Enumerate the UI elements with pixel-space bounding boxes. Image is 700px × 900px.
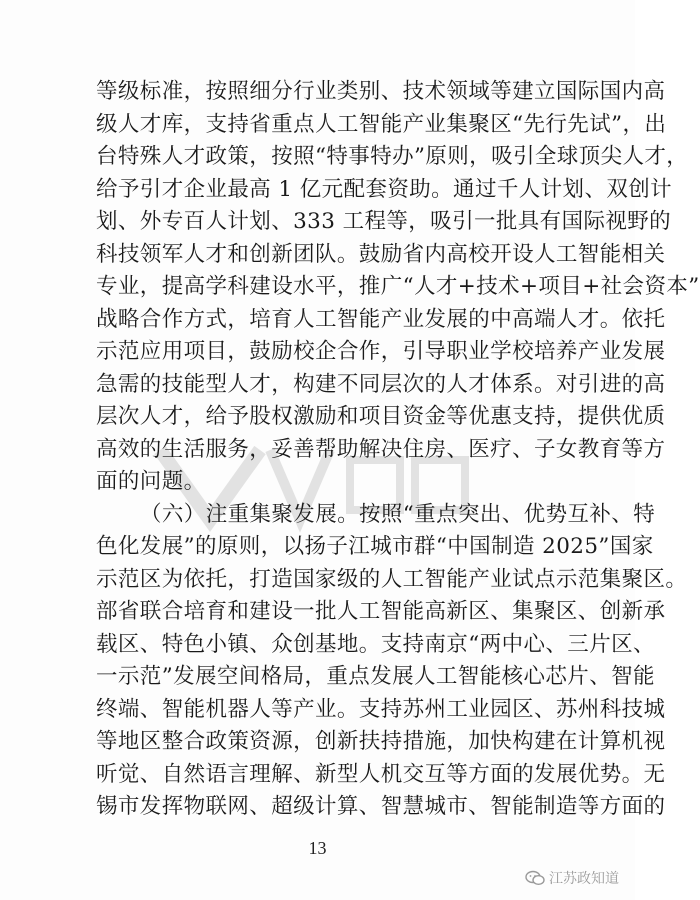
- text-line-9: 示范应用项目，鼓励校企合作，引导职业学校培养产业发展: [96, 339, 666, 364]
- text-line-6: 科技领军人才和创新团队。鼓励省内高校开设人工智能相关: [96, 241, 666, 267]
- text-line-17: 部省联合培育和建设一批人工智能高新区、集聚区、创新承: [96, 599, 666, 624]
- text-line-1: 等级标准，按照细分行业类别、技术领域等建立国际国内高: [96, 79, 666, 104]
- text-line-19: 一示范”发展空间格局，重点发展人工智能核心芯片、智能: [96, 664, 655, 689]
- text-line-3: 台特殊人才政策，按照“特事特办”原则，吸引全球顶尖人才，: [96, 144, 689, 169]
- text-line-10: 急需的技能型人才，构建不同层次的人才体系。对引进的高: [96, 371, 666, 397]
- wechat-account-name: 江苏政知道: [549, 871, 619, 887]
- text-line-18: 载区、特色小镇、众创基地。支持南京“两中心、三片区、: [96, 631, 655, 657]
- text-line-22: 听觉、自然语言理解、新型人机交互等方面的发展优势。无: [96, 761, 666, 787]
- text-line-13: 面的问题。: [96, 469, 206, 494]
- text-line-11: 层次人才，给予股权激励和项目资金等优惠支持，提供优质: [96, 404, 666, 429]
- text-line-20: 终端、智能机器人等产业。支持苏州工业园区、苏州科技城: [96, 696, 666, 722]
- text-line-21: 等地区整合政策资源，创新扶持措施，加快构建在计算机视: [96, 729, 666, 754]
- page-number: 13: [308, 837, 327, 858]
- wechat-icon: [525, 870, 545, 886]
- text-line-23: 锡市发挥物联网、超级计算、智慧城市、智能制造等方面的: [96, 794, 666, 819]
- text-line-2: 级人才库，支持省重点人工智能产业集聚区“先行先试”，出: [96, 111, 667, 137]
- text-line-12: 高效的生活服务，妥善帮助解决住房、医疗、子女教育等方: [96, 436, 666, 462]
- text-line-5: 划、外专百人计划、333 工程等，吸引一批具有国际视野的: [96, 209, 672, 234]
- text-line-16: 示范区为依托，打造国家级的人工智能产业试点示范集聚区。: [96, 566, 688, 592]
- text-line-7: 专业，提高学科建设水平，推广“人才+技术+项目+社会资本”: [96, 274, 700, 299]
- text-line-15: 色化发展”的原则，以扬子江城市群“中国制造 2025”国家: [96, 534, 654, 559]
- text-line-4: 给予引才企业最高 1 亿元配套资助。通过千人计划、双创计: [96, 176, 673, 202]
- text-line-8: 战略合作方式，培育人工智能产业发展的中高端人才。依托: [96, 306, 666, 332]
- wechat-source-badge: [525, 868, 619, 888]
- section-heading-line: （六）注重集聚发展。按照“重点突出、优势互补、特: [140, 501, 656, 527]
